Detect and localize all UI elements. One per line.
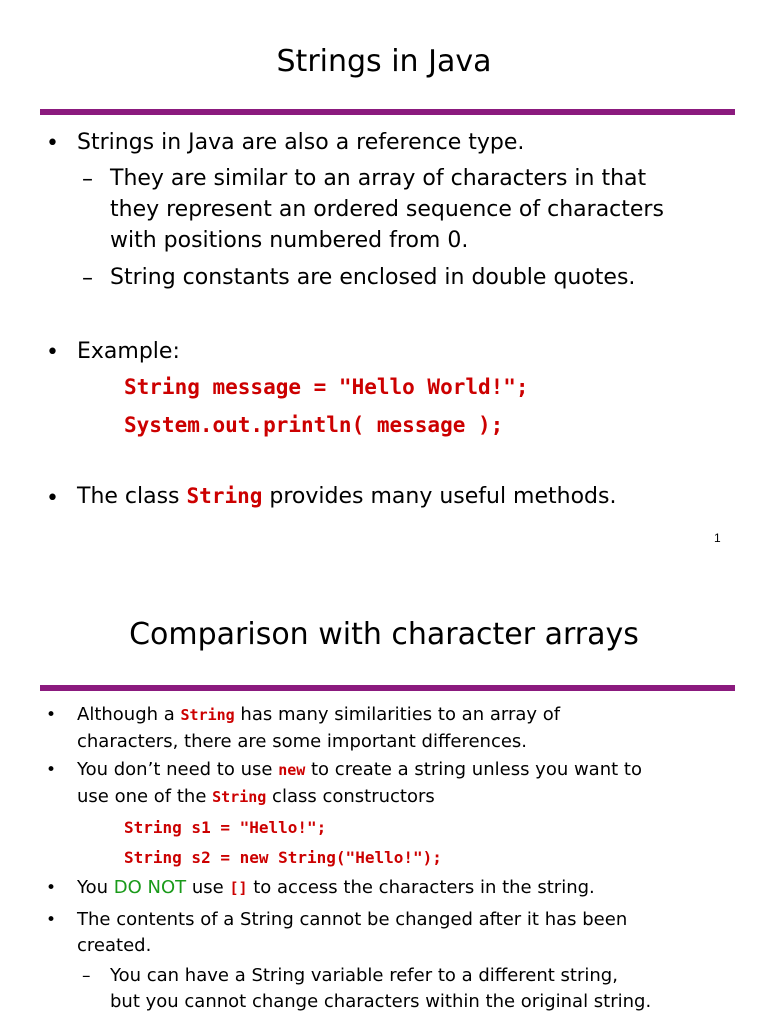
inline-code: String — [180, 706, 235, 724]
code-line: String message = "Hello World!"; — [124, 375, 529, 399]
bullet-text: created. — [77, 935, 152, 956]
inline-code: String — [186, 484, 263, 508]
code-line: System.out.println( message ); — [124, 413, 504, 437]
emphasis-text: DO NOT — [113, 877, 187, 898]
bullet-text: Although a String has many similarities to an array of — [77, 704, 561, 725]
bullet-text: characters, there are some important differences. — [77, 731, 528, 752]
bullet-text: You DO NOT use [] to access the characters in the string. — [77, 877, 595, 898]
bullet-text: Example: — [77, 339, 180, 364]
bullet-icon: • — [46, 705, 57, 725]
page-number: 1 — [714, 531, 721, 545]
bullet-text: use one of the String class constructors — [77, 786, 435, 807]
bullet-icon: • — [46, 340, 59, 365]
bullet-icon: • — [46, 760, 57, 780]
bullet-icon: • — [46, 878, 57, 898]
inline-code: [] — [229, 879, 248, 897]
sub-bullet-text: they represent an ordered sequence of characters — [110, 197, 664, 222]
code-line: String s1 = "Hello!"; — [124, 818, 327, 837]
bullet-text: The class String provides many useful methods. — [77, 484, 617, 509]
dash-icon: – — [82, 167, 93, 192]
bullet-text: You don’t need to use new to create a string unless you want to — [77, 759, 642, 780]
sub-bullet-text: with positions numbered from 0. — [110, 228, 469, 253]
code-line: String s2 = new String("Hello!"); — [124, 848, 442, 867]
slide-title: Strings in Java — [276, 44, 492, 79]
bullet-text: Strings in Java are also a reference type. — [77, 130, 525, 155]
inline-code: String — [212, 788, 267, 806]
sub-bullet-text: String constants are enclosed in double quotes. — [110, 265, 636, 290]
bullet-text: The contents of a String cannot be changed after it has been — [77, 909, 628, 930]
sub-bullet-text: You can have a String variable refer to a different string, — [110, 965, 618, 986]
bullet-icon: • — [46, 131, 59, 156]
sub-bullet-text: They are similar to an array of characters in that — [110, 166, 647, 191]
slide-title: Comparison with character arrays — [129, 617, 639, 652]
dash-icon: – — [82, 966, 91, 986]
title-rule — [40, 685, 735, 691]
inline-code: new — [278, 761, 306, 779]
sub-bullet-text: but you cannot change characters within the original string. — [110, 991, 652, 1012]
dash-icon: – — [82, 266, 93, 291]
bullet-icon: • — [46, 910, 57, 930]
bullet-icon: • — [46, 486, 59, 511]
